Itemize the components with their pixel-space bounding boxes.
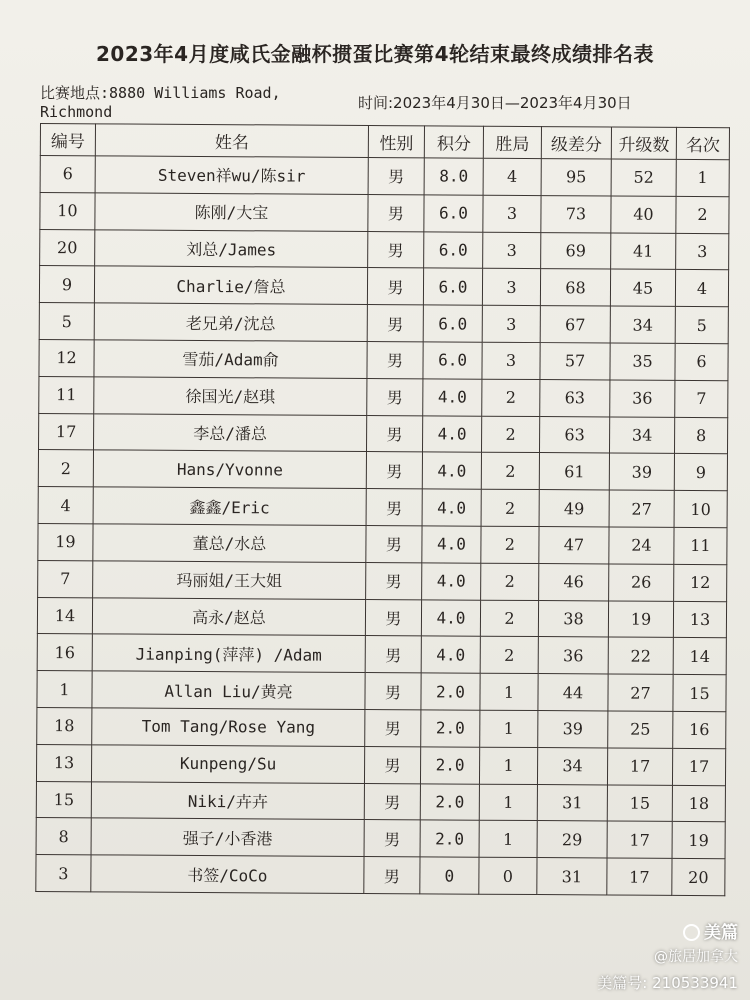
cell-upgrades: 40	[611, 196, 676, 233]
cell-level-diff: 36	[538, 637, 608, 674]
cell-name: 陈刚/大宝	[95, 193, 368, 231]
cell-level-diff: 61	[539, 453, 609, 490]
cell-points: 6.0	[423, 305, 482, 342]
document-title: 2023年4月度咸氏金融杯掼蛋比赛第4轮结束最终成绩排名表	[96, 42, 654, 66]
cell-number: 17	[39, 413, 94, 450]
cell-number: 7	[38, 560, 93, 597]
cell-level-diff: 31	[537, 858, 607, 895]
cell-upgrades: 27	[609, 490, 674, 527]
table-row	[38, 560, 727, 601]
cell-rank: 10	[674, 491, 727, 528]
cell-gender: 男	[367, 305, 423, 342]
cell-wins: 3	[482, 269, 540, 306]
cell-gender: 男	[365, 636, 421, 673]
header-points: 积分	[424, 126, 483, 158]
cell-gender: 男	[364, 783, 420, 820]
cell-wins: 2	[480, 600, 538, 637]
cell-wins: 2	[481, 489, 539, 526]
cell-wins: 3	[482, 342, 540, 379]
cell-rank: 16	[673, 711, 726, 748]
cell-number: 15	[36, 781, 91, 818]
cell-points: 6.0	[423, 268, 482, 305]
cell-gender: 男	[364, 820, 420, 857]
table-row	[39, 376, 728, 417]
cell-wins: 3	[483, 232, 541, 269]
cell-points: 2.0	[420, 783, 479, 820]
cell-upgrades: 34	[610, 306, 675, 343]
cell-wins: 0	[479, 857, 537, 894]
cell-rank: 2	[676, 196, 729, 233]
cell-rank: 7	[675, 380, 728, 417]
cell-rank: 8	[674, 417, 727, 454]
table-row	[39, 339, 728, 380]
cell-level-diff: 95	[541, 159, 611, 196]
cell-wins: 2	[481, 563, 539, 600]
cell-level-diff: 47	[539, 527, 609, 564]
cell-upgrades: 27	[608, 674, 673, 711]
table-row	[39, 303, 728, 344]
cell-rank: 18	[672, 785, 725, 822]
cell-number: 12	[39, 339, 94, 376]
cell-upgrades: 45	[610, 269, 675, 306]
table-row	[36, 781, 725, 822]
table-row	[40, 229, 729, 270]
cell-points: 2.0	[420, 747, 479, 784]
cell-rank: 13	[673, 601, 726, 638]
cell-level-diff: 73	[541, 195, 611, 232]
table-row	[37, 597, 726, 638]
cell-upgrades: 17	[607, 821, 672, 858]
cell-name: 书签/CoCo	[91, 855, 364, 893]
cell-points: 2.0	[421, 710, 480, 747]
header-upgrades: 升级数	[611, 127, 676, 159]
cell-rank: 14	[673, 638, 726, 675]
cell-level-diff: 63	[539, 416, 609, 453]
cell-number: 13	[36, 744, 91, 781]
cell-name: Tom Tang/Rose Yang	[92, 708, 365, 746]
cell-points: 4.0	[421, 636, 480, 673]
cell-level-diff: 39	[538, 711, 608, 748]
cell-gender: 男	[368, 231, 424, 268]
cell-upgrades: 17	[607, 858, 672, 895]
cell-number: 19	[38, 523, 93, 560]
cell-number: 10	[40, 192, 95, 229]
cell-gender: 男	[365, 709, 421, 746]
cell-wins: 4	[483, 158, 541, 195]
cell-gender: 男	[366, 489, 422, 526]
cell-number: 9	[39, 266, 94, 303]
header-rank: 名次	[676, 127, 729, 159]
cell-number: 3	[36, 855, 91, 892]
watermark-brand	[683, 918, 738, 943]
cell-upgrades: 24	[609, 527, 674, 564]
cell-upgrades: 19	[608, 601, 673, 638]
cell-wins: 1	[479, 821, 537, 858]
cell-gender: 男	[366, 525, 422, 562]
watermark-id: 美篇号: 210533941	[597, 974, 738, 992]
cell-name: Allan Liu/黄亮	[92, 671, 365, 709]
header-gender: 性别	[368, 126, 424, 158]
cell-rank: 15	[673, 675, 726, 712]
cell-upgrades: 39	[609, 453, 674, 490]
cell-rank: 4	[675, 270, 728, 307]
table-row	[40, 156, 729, 197]
table-row	[37, 634, 726, 675]
cell-level-diff: 63	[540, 379, 610, 416]
header-wins: 胜局	[483, 126, 541, 158]
cell-name: 刘总/James	[95, 229, 368, 267]
cell-upgrades: 15	[607, 785, 672, 822]
table-row	[40, 192, 729, 233]
cell-gender: 男	[367, 268, 423, 305]
cell-points: 6.0	[424, 195, 483, 232]
table-row	[38, 523, 727, 564]
cell-upgrades: 26	[609, 564, 674, 601]
cell-name: Niki/卉卉	[91, 781, 364, 819]
cell-number: 14	[37, 597, 92, 634]
cell-upgrades: 52	[611, 159, 676, 196]
cell-number: 16	[37, 634, 92, 671]
cell-upgrades: 35	[610, 343, 675, 380]
cell-number: 6	[40, 156, 95, 193]
cell-name: 强子/小香港	[91, 818, 364, 856]
cell-wins: 2	[482, 379, 540, 416]
cell-number: 1	[37, 671, 92, 708]
cell-level-diff: 34	[537, 747, 607, 784]
cell-level-diff: 31	[537, 784, 607, 821]
cell-wins: 1	[480, 710, 538, 747]
cell-number: 5	[39, 303, 94, 340]
header-level-diff: 级差分	[541, 127, 611, 159]
cell-rank: 1	[676, 159, 729, 196]
cell-points: 4.0	[422, 526, 481, 563]
cell-upgrades: 25	[608, 711, 673, 748]
cell-gender: 男	[364, 746, 420, 783]
cell-level-diff: 57	[540, 343, 610, 380]
cell-name: 徐国光/赵琪	[94, 377, 367, 415]
cell-name: 老兄弟/沈总	[94, 303, 367, 341]
cell-points: 4.0	[422, 563, 481, 600]
cell-gender: 男	[365, 673, 421, 710]
cell-points: 4.0	[422, 452, 481, 489]
table-row	[39, 266, 728, 307]
cell-number: 20	[40, 229, 95, 266]
cell-rank: 20	[672, 859, 725, 896]
cell-name: 李总/潘总	[94, 413, 367, 451]
meipian-logo-icon	[683, 924, 700, 941]
cell-name: Steven祥wu/陈sir	[95, 156, 368, 194]
cell-level-diff: 46	[539, 563, 609, 600]
cell-name: 高永/赵总	[92, 597, 365, 635]
table-row	[37, 671, 726, 712]
cell-points: 6.0	[424, 231, 483, 268]
cell-points: 8.0	[424, 158, 483, 195]
results-table	[35, 123, 730, 896]
cell-name: 玛丽姐/王大姐	[93, 561, 366, 599]
cell-name: 董总/水总	[93, 524, 366, 562]
header-name: 姓名	[95, 124, 368, 158]
cell-rank: 17	[672, 748, 725, 785]
table-row	[38, 450, 727, 491]
cell-rank: 3	[676, 233, 729, 270]
cell-upgrades: 22	[608, 637, 673, 674]
cell-gender: 男	[364, 857, 420, 894]
cell-points: 4.0	[421, 599, 480, 636]
cell-gender: 男	[368, 158, 424, 195]
cell-rank: 12	[674, 564, 727, 601]
cell-wins: 3	[483, 195, 541, 232]
table-row	[36, 855, 725, 896]
cell-gender: 男	[366, 452, 422, 489]
cell-gender: 男	[368, 194, 424, 231]
cell-points: 2.0	[421, 673, 480, 710]
cell-wins: 2	[481, 416, 539, 453]
cell-wins: 2	[481, 453, 539, 490]
cell-upgrades: 36	[610, 380, 675, 417]
cell-level-diff: 38	[538, 600, 608, 637]
cell-gender: 男	[367, 341, 423, 378]
cell-points: 4.0	[423, 379, 482, 416]
cell-number: 11	[39, 376, 94, 413]
cell-wins: 2	[480, 637, 538, 674]
cell-gender: 男	[365, 599, 421, 636]
date-range-text: 时间:2023年4月30日—2023年4月30日	[358, 94, 632, 112]
cell-number: 2	[38, 450, 93, 487]
cell-name: 雪茄/Adam俞	[94, 340, 367, 378]
header-number: 编号	[40, 124, 95, 156]
cell-gender: 男	[366, 562, 422, 599]
cell-level-diff: 67	[540, 306, 610, 343]
cell-rank: 6	[675, 343, 728, 380]
cell-wins: 1	[479, 784, 537, 821]
cell-level-diff: 29	[537, 821, 607, 858]
cell-rank: 9	[674, 454, 727, 491]
cell-points: 4.0	[422, 415, 481, 452]
cell-wins: 2	[481, 526, 539, 563]
venue-text: 比赛地点:8880 Williams Road, Richmond	[40, 84, 281, 121]
cell-points: 0	[420, 857, 479, 894]
table-header-row	[40, 124, 729, 160]
watermark-brand-text: 美篇	[704, 923, 738, 943]
cell-name: Jianping(萍萍) /Adam	[92, 634, 365, 672]
cell-wins: 1	[479, 747, 537, 784]
cell-points: 2.0	[420, 820, 479, 857]
table-row	[37, 707, 726, 748]
table-row	[36, 744, 725, 785]
cell-level-diff: 68	[540, 269, 610, 306]
cell-gender: 男	[367, 378, 423, 415]
cell-rank: 11	[674, 527, 727, 564]
cell-upgrades: 41	[611, 233, 676, 270]
table-row	[38, 487, 727, 528]
cell-wins: 3	[482, 305, 540, 342]
cell-level-diff: 69	[541, 232, 611, 269]
watermark-author: @旅居加拿大	[654, 949, 738, 965]
cell-number: 18	[37, 707, 92, 744]
cell-gender: 男	[366, 415, 422, 452]
cell-wins: 1	[480, 673, 538, 710]
cell-name: Kunpeng/Su	[91, 745, 364, 783]
cell-level-diff: 44	[538, 674, 608, 711]
cell-upgrades: 34	[609, 417, 674, 454]
cell-level-diff: 49	[539, 490, 609, 527]
cell-name: 鑫鑫/Eric	[93, 487, 366, 525]
cell-rank: 19	[672, 822, 725, 859]
cell-name: Charlie/詹总	[94, 266, 367, 304]
cell-points: 6.0	[423, 342, 482, 379]
cell-name: Hans/Yvonne	[93, 450, 366, 488]
cell-upgrades: 17	[607, 748, 672, 785]
table-row	[39, 413, 728, 454]
table-row	[36, 818, 725, 859]
cell-number: 4	[38, 487, 93, 524]
cell-points: 4.0	[422, 489, 481, 526]
cell-rank: 5	[675, 307, 728, 344]
cell-number: 8	[36, 818, 91, 855]
